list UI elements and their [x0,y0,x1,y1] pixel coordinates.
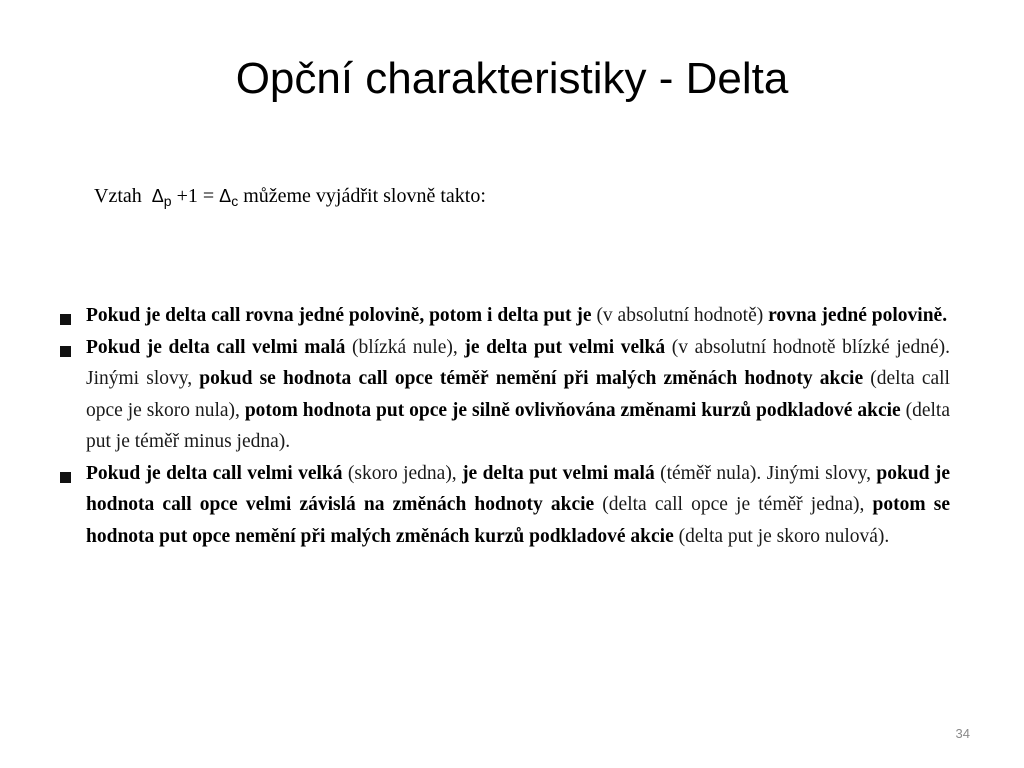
relation-mid: +1 = [171,185,220,207]
bullet-square-icon [60,472,71,483]
bullet-3-text-4: (téměř nula). Jinými slovy, [654,462,877,484]
bullet-3-text-2: (skoro jedna), [342,462,463,484]
page-number: 34 [955,726,970,741]
bullet-2-text-7: potom hodnota put opce je silně ovlivňována změnami kurzů podkladové akcie [244,399,901,421]
bullet-item-3 [58,458,950,553]
bullet-1-text-1: Pokud je delta call rovna jedné polovině, potom i delta put je [86,305,592,326]
bullet-3-text-3: je delta put velmi malá [462,462,655,484]
bullet-square-icon [60,346,71,357]
bullet-2-text-8: (delta put je téměř minus jedna). [86,399,950,452]
bullet-square-icon [60,314,71,325]
bullet-2-text-1: Pokud je delta call velmi malá [86,336,346,358]
relation-lead: Vztah [94,185,142,207]
bullet-1-text-3: rovna jedné polovině. [768,305,948,326]
bullet-item-2 [58,332,950,458]
bullet-3-text-6: (delta call opce je téměř jedna), [594,494,873,515]
bullet-2-text-3: je delta put velmi velká [464,336,666,358]
bullet-1-text-2: (v absolutní hodnotě) [591,305,769,326]
bullet-item-1 [58,300,950,332]
bullet-3-text-5: pokud je hodnota call opce velmi závislá na změnách hodnoty akcie [86,462,951,515]
delta-relation [94,183,486,210]
slide-title: Opční charakteristiky - Delta [235,54,789,103]
bullet-3-text-1: Pokud je delta call velmi velká [86,462,343,484]
delta-p-subscript: p [163,193,172,209]
relation-tail: můžeme vyjádřit slovně takto: [238,185,486,207]
bullet-2-text-2: (blízká nule), [345,336,465,358]
bullet-list [58,300,950,552]
bullet-3-text-7: potom se hodnota put opce nemění při malých změnách kurzů podkladové akcie [86,494,950,547]
bullet-2-text-4: (v absolutní hodnotě blízké jedné). Jinými slovy, [86,336,950,389]
delta-c-subscript: c [231,193,239,209]
bullet-2-text-6: (delta call opce je skoro nula), [86,368,950,421]
delta-c-symbol: Δ [219,186,232,206]
bullet-2-text-5: pokud se hodnota call opce téměř nemění při malých změnách hodnoty akcie [199,368,864,389]
bullet-3-text-8: (delta put je skoro nulová). [673,525,890,547]
delta-p-symbol: Δ [151,186,164,206]
